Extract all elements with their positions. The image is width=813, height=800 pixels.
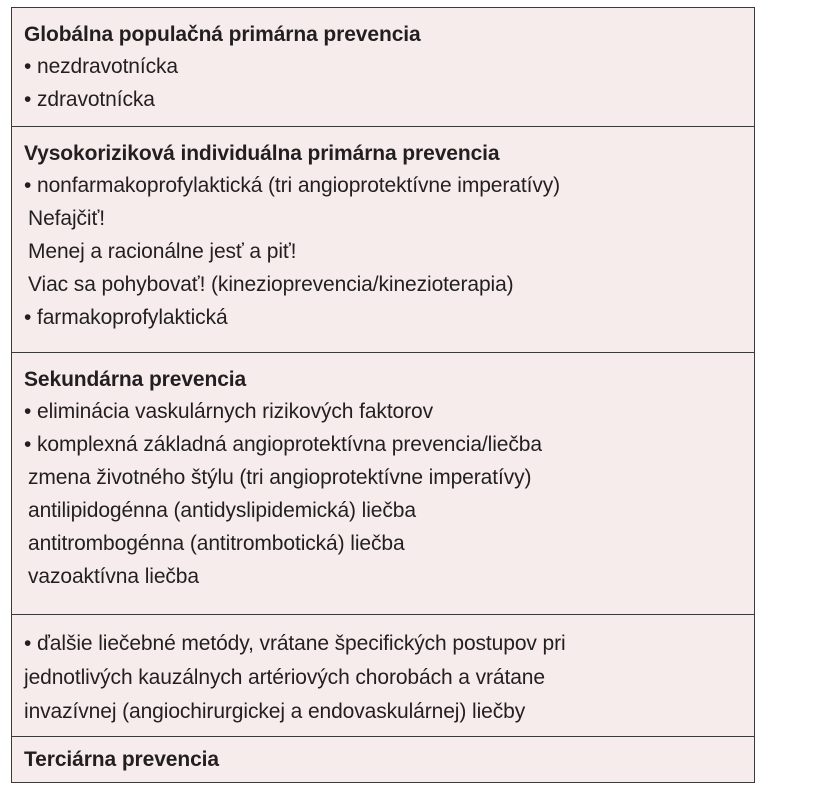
- list-subitem: Viac sa pohybovať! (kinezioprevencia/kinezioterapia): [28, 273, 514, 296]
- list-item: • farmakoprofylaktická: [24, 306, 228, 329]
- section-tertiary-prevention: [12, 737, 754, 783]
- paragraph-line: • ďalšie liečebné metódy, vrátane špecifických postupov pri: [24, 632, 566, 655]
- list-subitem: antilipidogénna (antidyslipidemická) liečba: [28, 499, 416, 522]
- section-secondary-prevention: [12, 353, 754, 615]
- section-high-risk-primary-prevention: [12, 127, 754, 353]
- prevention-table: [11, 7, 755, 783]
- section-title: Globálna populačná primárna prevencia: [24, 23, 421, 46]
- section-title: Terciárna prevencia: [24, 748, 219, 771]
- list-item: • zdravotnícka: [24, 88, 155, 111]
- list-subitem: antitrombogénna (antitrombotická) liečba: [28, 532, 405, 555]
- section-other-treatment-methods: [12, 615, 754, 737]
- section-title: Vysokoriziková individuálna primárna prevencia: [24, 142, 500, 165]
- paragraph-line: jednotlivých kauzálnych artériových chorobách a vrátane: [24, 666, 545, 689]
- list-item: • nonfarmakoprofylaktická (tri angioprotektívne imperatívy): [24, 174, 561, 197]
- list-subitem: zmena životného štýlu (tri angioprotektívne imperatívy): [28, 466, 532, 489]
- list-subitem: vazoaktívna liečba: [28, 565, 199, 588]
- list-subitem: Menej a racionálne jesť a piť!: [28, 240, 297, 263]
- list-subitem: Nefajčiť!: [28, 207, 105, 230]
- list-item: • komplexná základná angioprotektívna prevencia/liečba: [24, 433, 542, 456]
- section-global-primary-prevention: [12, 8, 754, 127]
- list-item: • eliminácia vaskulárnych rizikových faktorov: [24, 400, 433, 423]
- paragraph-line: invazívnej (angiochirurgickej a endovaskulárnej) liečby: [24, 700, 526, 723]
- list-item: • nezdravotnícka: [24, 55, 179, 78]
- section-title: Sekundárna prevencia: [24, 368, 247, 391]
